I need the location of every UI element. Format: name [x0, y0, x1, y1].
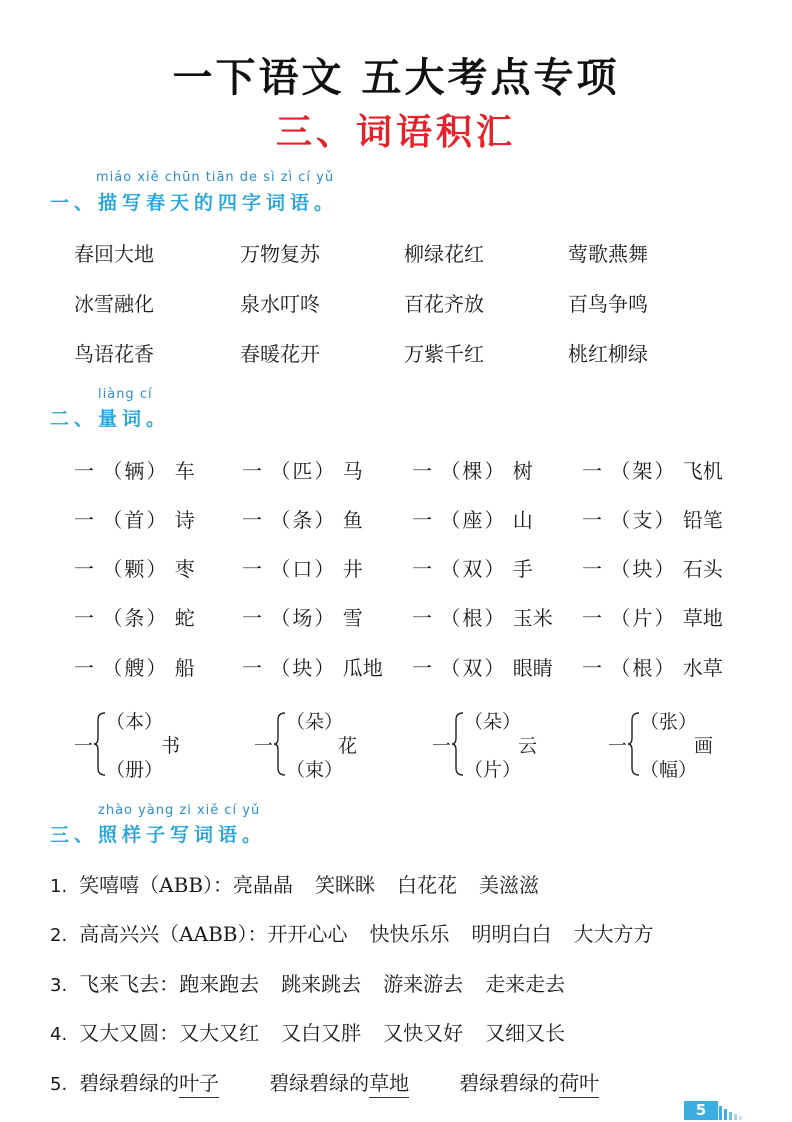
measure-word-item: 一 （ 块 ） 石头 [582, 557, 723, 581]
brace-noun: 画 [694, 735, 714, 757]
page-subtitle: 三、词语积汇 [275, 111, 516, 153]
brace-option-top: （本） [106, 711, 164, 733]
pattern-line: 4. 又大又圆：又大又红 又白又胖 又快又好 又细又长 [50, 1021, 566, 1045]
spring-word: 冰雪融化 [74, 292, 154, 316]
measure-word-brace-group [608, 711, 738, 781]
brace-option-top: （朵） [286, 711, 344, 733]
spring-word: 百鸟争鸣 [568, 292, 648, 316]
measure-word-item: 一 （ 艘 ） 船 [74, 656, 195, 680]
measure-word-item: 一 （ 支 ） 铅笔 [582, 508, 723, 532]
spring-word: 桃红柳绿 [568, 342, 648, 366]
spring-word: 春暖花开 [240, 342, 320, 366]
brace-icon [93, 711, 107, 777]
measure-word-item: 一 （ 根 ） 水草 [582, 656, 723, 680]
brace-option-bottom: （片） [464, 759, 522, 781]
measure-word-item: 一 （ 辆 ） 车 [74, 459, 195, 483]
measure-word-item: 一 （ 匹 ） 马 [242, 459, 363, 483]
measure-word-item: 一 （ 块 ） 瓜地 [242, 656, 383, 680]
answer-underline: 叶子 [179, 1071, 219, 1098]
spring-word: 泉水叮咚 [240, 292, 320, 316]
measure-word-item: 一 （ 颗 ） 枣 [74, 557, 195, 581]
measure-word-item: 一 （ 口 ） 井 [242, 557, 363, 581]
spring-word: 万物复苏 [240, 242, 320, 266]
brace-option-bottom: （册） [106, 759, 164, 781]
brace-option-top: （朵） [464, 711, 522, 733]
spring-word: 春回大地 [74, 242, 154, 266]
spring-word: 柳绿花红 [404, 242, 484, 266]
brace-icon [627, 711, 641, 777]
yi-char: 一 [432, 735, 452, 757]
measure-word-item: 一 （ 根 ） 玉米 [412, 606, 553, 630]
answer-underline: 草地 [369, 1071, 409, 1098]
measure-word-item: 一 （ 双 ） 手 [412, 557, 533, 581]
page-number: 5 [684, 1101, 718, 1120]
section2-heading: 二、量词。 [50, 408, 171, 430]
section3-pinyin: zhào yàng zi xiě cí yǔ [98, 803, 261, 818]
measure-word-item: 一 （ 座 ） 山 [412, 508, 533, 532]
brace-icon [273, 711, 287, 777]
measure-word-item: 一 （ 架 ） 飞机 [582, 459, 723, 483]
spring-word: 莺歌燕舞 [568, 242, 648, 266]
answer-underline: 荷叶 [559, 1071, 599, 1098]
measure-word-item: 一 （ 场 ） 雪 [242, 606, 363, 630]
page-title: 一下语文 五大考点专项 [172, 54, 620, 101]
yi-char: 一 [608, 735, 628, 757]
brace-icon [451, 711, 465, 777]
pattern-line: 2. 高高兴兴（AABB）：开开心心 快快乐乐 明明白白 大大方方 [50, 922, 654, 946]
measure-word-item: 一 （ 条 ） 鱼 [242, 508, 363, 532]
measure-word-item: 一 （ 棵 ） 树 [412, 459, 533, 483]
spring-word: 鸟语花香 [74, 342, 154, 366]
bars-decoration-icon [719, 1104, 747, 1120]
yi-char: 一 [74, 735, 94, 757]
brace-noun: 花 [338, 735, 358, 757]
brace-option-bottom: （幅） [640, 759, 698, 781]
section2-pinyin: liàng cí [98, 387, 153, 402]
brace-noun: 书 [161, 735, 181, 757]
pattern-line: 1. 笑嘻嘻（ABB）：亮晶晶 笑眯眯 白花花 美滋滋 [50, 873, 540, 897]
brace-option-top: （张） [640, 711, 698, 733]
spring-word: 万紫千红 [404, 342, 484, 366]
measure-word-brace-group [432, 711, 562, 781]
measure-word-brace-group [74, 711, 204, 781]
measure-word-item: 一 （ 双 ） 眼睛 [412, 656, 553, 680]
spring-word: 百花齐放 [404, 292, 484, 316]
measure-word-brace-group [254, 711, 384, 781]
section1-pinyin: miáo xiě chūn tiān de sì zì cí yǔ [96, 170, 335, 185]
brace-noun: 云 [518, 735, 538, 757]
measure-word-item: 一 （ 首 ） 诗 [74, 508, 195, 532]
pattern-line: 5. 碧绿碧绿的叶子 碧绿碧绿的草地 碧绿碧绿的荷叶 [50, 1067, 599, 1096]
section3-heading: 三、照样子写词语。 [50, 824, 267, 846]
yi-char: 一 [254, 735, 274, 757]
pattern-line: 3. 飞来飞去：跑来跑去 跳来跳去 游来游去 走来走去 [50, 972, 566, 996]
measure-word-item: 一 （ 片 ） 草地 [582, 606, 723, 630]
measure-word-item: 一 （ 条 ） 蛇 [74, 606, 195, 630]
section1-heading: 一、描写春天的四字词语。 [50, 192, 339, 214]
brace-option-bottom: （束） [286, 759, 344, 781]
